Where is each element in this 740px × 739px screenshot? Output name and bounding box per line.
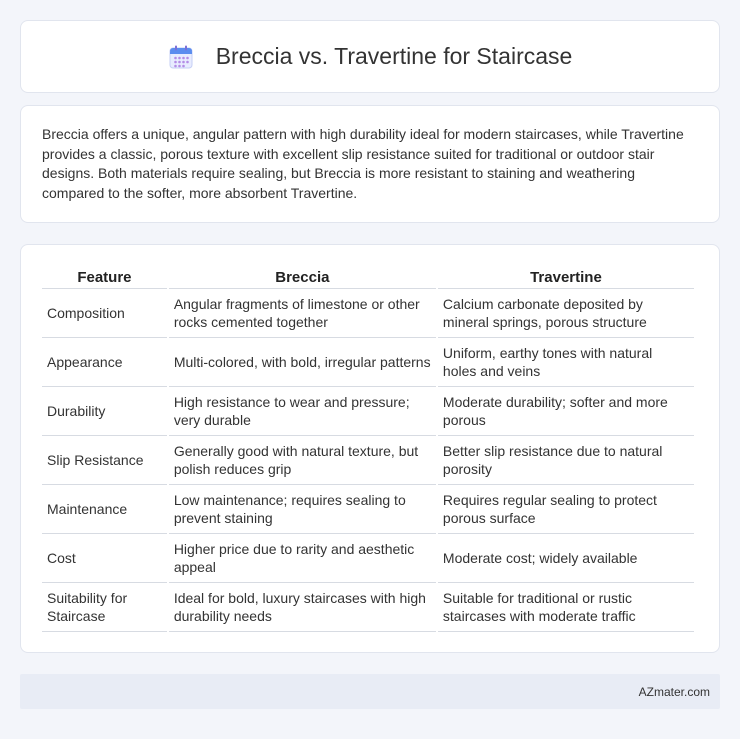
page-title: Breccia vs. Travertine for Staircase (215, 43, 573, 69)
header-feature: Feature (42, 265, 167, 289)
footer (20, 674, 720, 709)
feature-cell: Slip Resistance (42, 436, 167, 485)
travertine-cell: Moderate cost; widely available (438, 534, 694, 583)
comparison-card (20, 244, 720, 653)
travertine-cell: Suitable for traditional or rustic staircases with moderate traffic (438, 583, 694, 632)
title-card (20, 20, 720, 93)
table-row (42, 338, 694, 387)
feature-cell: Maintenance (42, 485, 167, 534)
feature-cell: Cost (42, 534, 167, 583)
travertine-cell: Moderate durability; softer and more porous (438, 387, 694, 436)
travertine-cell: Better slip resistance due to natural porosity (438, 436, 694, 485)
feature-cell: Appearance (42, 338, 167, 387)
breccia-cell: High resistance to wear and pressure; very durable (169, 387, 436, 436)
breccia-cell: Generally good with natural texture, but polish reduces grip (169, 436, 436, 485)
comparison-table (40, 265, 696, 632)
calendar-icon (168, 44, 194, 70)
header-travertine: Travertine (438, 265, 694, 289)
breccia-cell: Multi-colored, with bold, irregular patterns (169, 338, 436, 387)
table-row (42, 534, 694, 583)
travertine-cell: Requires regular sealing to protect porous surface (438, 485, 694, 534)
intro-card (20, 105, 720, 223)
table-row (42, 583, 694, 632)
title-wrap (168, 43, 573, 70)
table-header-row (42, 265, 694, 289)
feature-cell: Durability (42, 387, 167, 436)
breccia-cell: Higher price due to rarity and aesthetic appeal (169, 534, 436, 583)
table-row (42, 436, 694, 485)
footer-site-label: AZmater.com (638, 684, 710, 699)
table-row (42, 289, 694, 338)
breccia-cell: Angular fragments of limestone or other rocks cemented together (169, 289, 436, 338)
breccia-cell: Low maintenance; requires sealing to prevent staining (169, 485, 436, 534)
feature-cell: Suitability for Staircase (42, 583, 167, 632)
table-row (42, 485, 694, 534)
intro-text: Breccia offers a unique, angular pattern with high durability ideal for modern staircases, while Travertine provides a classic, porous texture with excellent slip resistance suited for traditional or outdoor stair designs. Both materials require sealing, but Breccia is more resistant to staining and weathering compared to the softer, more absorbent Travertine. (42, 126, 684, 201)
table-row (42, 387, 694, 436)
header-breccia: Breccia (169, 265, 436, 289)
breccia-cell: Ideal for bold, luxury staircases with high durability needs (169, 583, 436, 632)
feature-cell: Composition (42, 289, 167, 338)
travertine-cell: Uniform, earthy tones with natural holes and veins (438, 338, 694, 387)
travertine-cell: Calcium carbonate deposited by mineral springs, porous structure (438, 289, 694, 338)
